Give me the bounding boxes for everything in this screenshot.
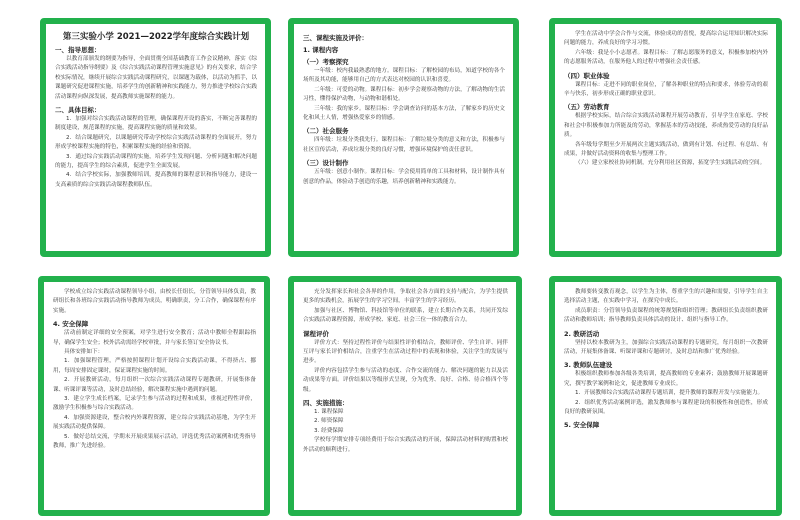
section-heading: （五）劳动教育 [564,103,610,112]
paragraph: 具体安排如下： [64,349,104,356]
document-page-2[interactable] [288,18,519,257]
document-page-1[interactable] [40,18,271,257]
paragraph: 评价方式：坚持过程性评价与结果性评价相结合，教师评价、学生自评、同伴互评与家长评价相结合，注重学生在活动过程中的表现和体验，关注学生的发展与进步。 [303,339,508,365]
paragraph: 1．加强对综合实践活动课程的管理，确保课程开设的落实，不断完善课程的制度建设，规范课程的实施，提高课程实施的质量和效果。 [55,116,257,132]
paragraph: 活动前制定详细的安全预案，对学生进行安全教育；活动中教师全程跟踪指导，确保学生安全；校外活动需经学校审批，并与家长签订安全协议书。 [53,330,256,346]
document-page-6[interactable] [549,276,782,516]
paragraph: 三年级：我的家乡。课程目标：学会调查访问的基本方法，了解家乡的历史文化和风土人情，增强热爱家乡的情感。 [303,105,505,122]
paragraph: 3．通过综合实践活动课程的实施，培养学生发现问题、分析问题和解决问题的能力，提高学生的综合素质，促进学生全面发展。 [55,153,257,170]
section-heading: 三、课程实施及评价： [303,34,368,42]
paragraph: 2．结合课题研究，以课题研究带动学校综合实践活动课程的全面展开，努力形成学校课程实施的特色，积累课程实施的经验和资源。 [55,134,257,151]
section-heading: 3. 教师队伍建设 [564,361,613,370]
paragraph: 1．开展教师综合实践活动课程专题培训，提升教师的课程开发与实施能力。 [575,390,764,397]
paragraph: 以教育部颁发的纲要为指导，全面贯彻全国基础教育工作会议精神，落实《综合实践活动指导纲要》及《综合实践活动课程管理实施意见》的有关要求，结合学校实际情况，继续开展综合实践活动课程研究，以课题为载体，以活动为抓手，以课题研究促进课程实施，培养学生的创新精神和实践能力，努力推进学校综合实践活动课程向纵深发展，提高教师实施课程的能力。 [55,56,257,100]
paragraph: 1．加强课程管理，严格按照课程计划开设综合实践活动课，不得挤占、挪用，每周安排固定课时，保证课程实施的时间。 [53,358,256,374]
paragraph: （六）建立家校社协同机制，充分利用社区资源，拓宽学生实践活动的空间。 [575,160,766,167]
section-heading: 1. 课程内容 [303,46,339,54]
section-heading: （四）职业体验 [564,71,610,80]
paragraph: 4．加强资源建设，整合校内外课程资源，建立综合实践活动基地，为学生开展实践活动提供保障。 [53,414,256,431]
paragraph: 充分发挥家长和社会各界的作用，争取社会各方面的支持与配合，为学生提供更多的实践机会，拓展学生的学习空间，丰富学生的学习经历。 [303,289,508,305]
paragraph: 课程目标：走进不同的职业岗位，了解各种职业的特点和要求，体验劳动的艰辛与快乐，初步形成正确的职业意识。 [564,81,768,98]
document-page-4[interactable] [38,276,270,516]
paragraph: 坚持以校本教研为主，加强综合实践活动课程的专题研究，每月组织一次教研活动，开展集体备课、听课评课和专题研讨，及时总结和推广优秀经验。 [564,339,768,356]
paragraph: 5．做好总结交流，学期末开展成果展示活动，评选优秀活动案例和优秀指导教师，推广先进经验。 [53,433,256,450]
paragraph: 二年级：可爱的动物。课程目标：初步学会观察动物的方法，了解动物的生活习性，懂得保护动物，与动物和谐相处。 [303,86,505,103]
paragraph: 学校成立综合实践活动课程领导小组，由校长任组长，分管领导具体负责，教研组长和各班综合实践活动指导教师为成员，明确职责，分工合作，确保课程有序实施。 [53,289,256,314]
paragraph: 加强与社区、博物馆、科技馆等单位的联系，建立长期合作关系，共同开发综合实践活动课程资源，形成学校、家庭、社会三位一体的教育合力。 [303,307,508,324]
section-heading: （二）社会服务 [303,127,349,136]
document-title: 第三实验小学 2021—2022学年度综合实践计划 [62,32,250,42]
paragraph: 1. 课程保障 [314,409,344,416]
section-heading: 5. 安全保障 [564,421,600,430]
paragraph: 4．结合学校实际，加强教师培训，提高教师的课程意识和指导能力，建设一支高素质的综合实践活动课程教师队伍。 [55,172,257,188]
section-heading: （一）考察探究 [303,58,349,66]
paragraph: 五年级：创意小制作。课程目标：学会使用简单的工具和材料，设计制作具有创意的作品，体验动手创造的乐趣，培养创新精神和实践能力。 [303,169,505,185]
paragraph: 教师要转变教育观念，以学生为主体，尊重学生的兴趣和需要，引导学生自主选择活动主题，在实践中学习，在探究中成长。 [564,289,768,305]
paragraph: 3. 经费保障 [314,427,344,434]
section-heading: （三）设计制作 [303,159,349,168]
paragraph: 成员职责：分管领导负责课程的统筹规划和组织管理；教研组长负责组织教研活动和教师培训；指导教师负责具体活动的设计、组织与指导工作。 [564,307,768,324]
paragraph: 根据学校实际，结合综合实践活动课程开展劳动教育，引导学生在家庭、学校和社会中积极参加力所能及的劳动，掌握基本的劳动技能，养成热爱劳动的良好品质。 [564,113,768,139]
paragraph: 一年级：校内我最熟悉的地方。课程目标：了解校园的布局，知道学校的各个场所及其功能，能够用自己的方式表达对校园的认识和喜爱。 [303,68,505,84]
document-page-3[interactable] [549,18,782,257]
paragraph: 2．开展教研活动，每月组织一次综合实践活动课程专题教研，开展集体备课、听课评课等活动，及时总结经验，解决课程实施中遇到的问题。 [53,377,256,393]
paragraph: 学校每学期安排专项经费用于综合实践活动的开展，保障活动材料的购置和校外活动的顺利进行。 [303,437,508,453]
paragraph: 学生在活动中学会合作与交流，体验成功的喜悦，提高综合运用知识解决实际问题的能力，养成良好的学习习惯。 [564,31,768,47]
section-heading: 4. 安全保障 [53,320,89,329]
paragraph: 四年级：垃圾分类我先行。课程目标：了解垃圾分类的意义和方法，积极参与社区宣传活动，养成垃圾分类的良好习惯，增强环境保护的责任意识。 [303,137,505,153]
paragraph: 2. 师资保障 [314,418,344,425]
paragraph: 评价内容包括学生参与活动的态度、合作交流的能力、解决问题的能力以及活动成果等方面。评价结果以等级形式呈现，分为优秀、良好、合格、待合格四个等级。 [303,367,508,393]
paragraph: 各年级每学期至少开展两次主题实践活动，做到有计划、有过程、有总结、有成果，并做好活动资料的收集与整理工作。 [564,141,768,158]
paragraph: 3．建立学生成长档案，记录学生参与活动的过程和成果，重视过程性评价，激励学生积极参与综合实践活动。 [53,396,256,412]
paragraph: 2．组织优秀活动案例评选，激发教师参与课程建设的积极性和创造性，形成良好的教研氛围。 [564,399,768,416]
section-heading: 2. 教研活动 [564,329,600,338]
section-heading: 一、指导思想： [55,46,101,54]
document-page-5[interactable] [288,276,522,516]
section-heading: 四、实施措施： [303,399,349,408]
paragraph: 六年级：我是小小志愿者。课程目标：了解志愿服务的意义，积极参加校内外的志愿服务活动，在服务他人的过程中增强社会责任感。 [564,49,768,66]
section-heading: 二、具体目标： [55,106,101,115]
paragraph: 积极组织教师参加各级各类培训，提高教师的专业素养；鼓励教师开展课题研究，撰写教学案例和论文，促进教师专业成长。 [564,371,768,387]
section-heading: 课程评价 [303,329,329,338]
